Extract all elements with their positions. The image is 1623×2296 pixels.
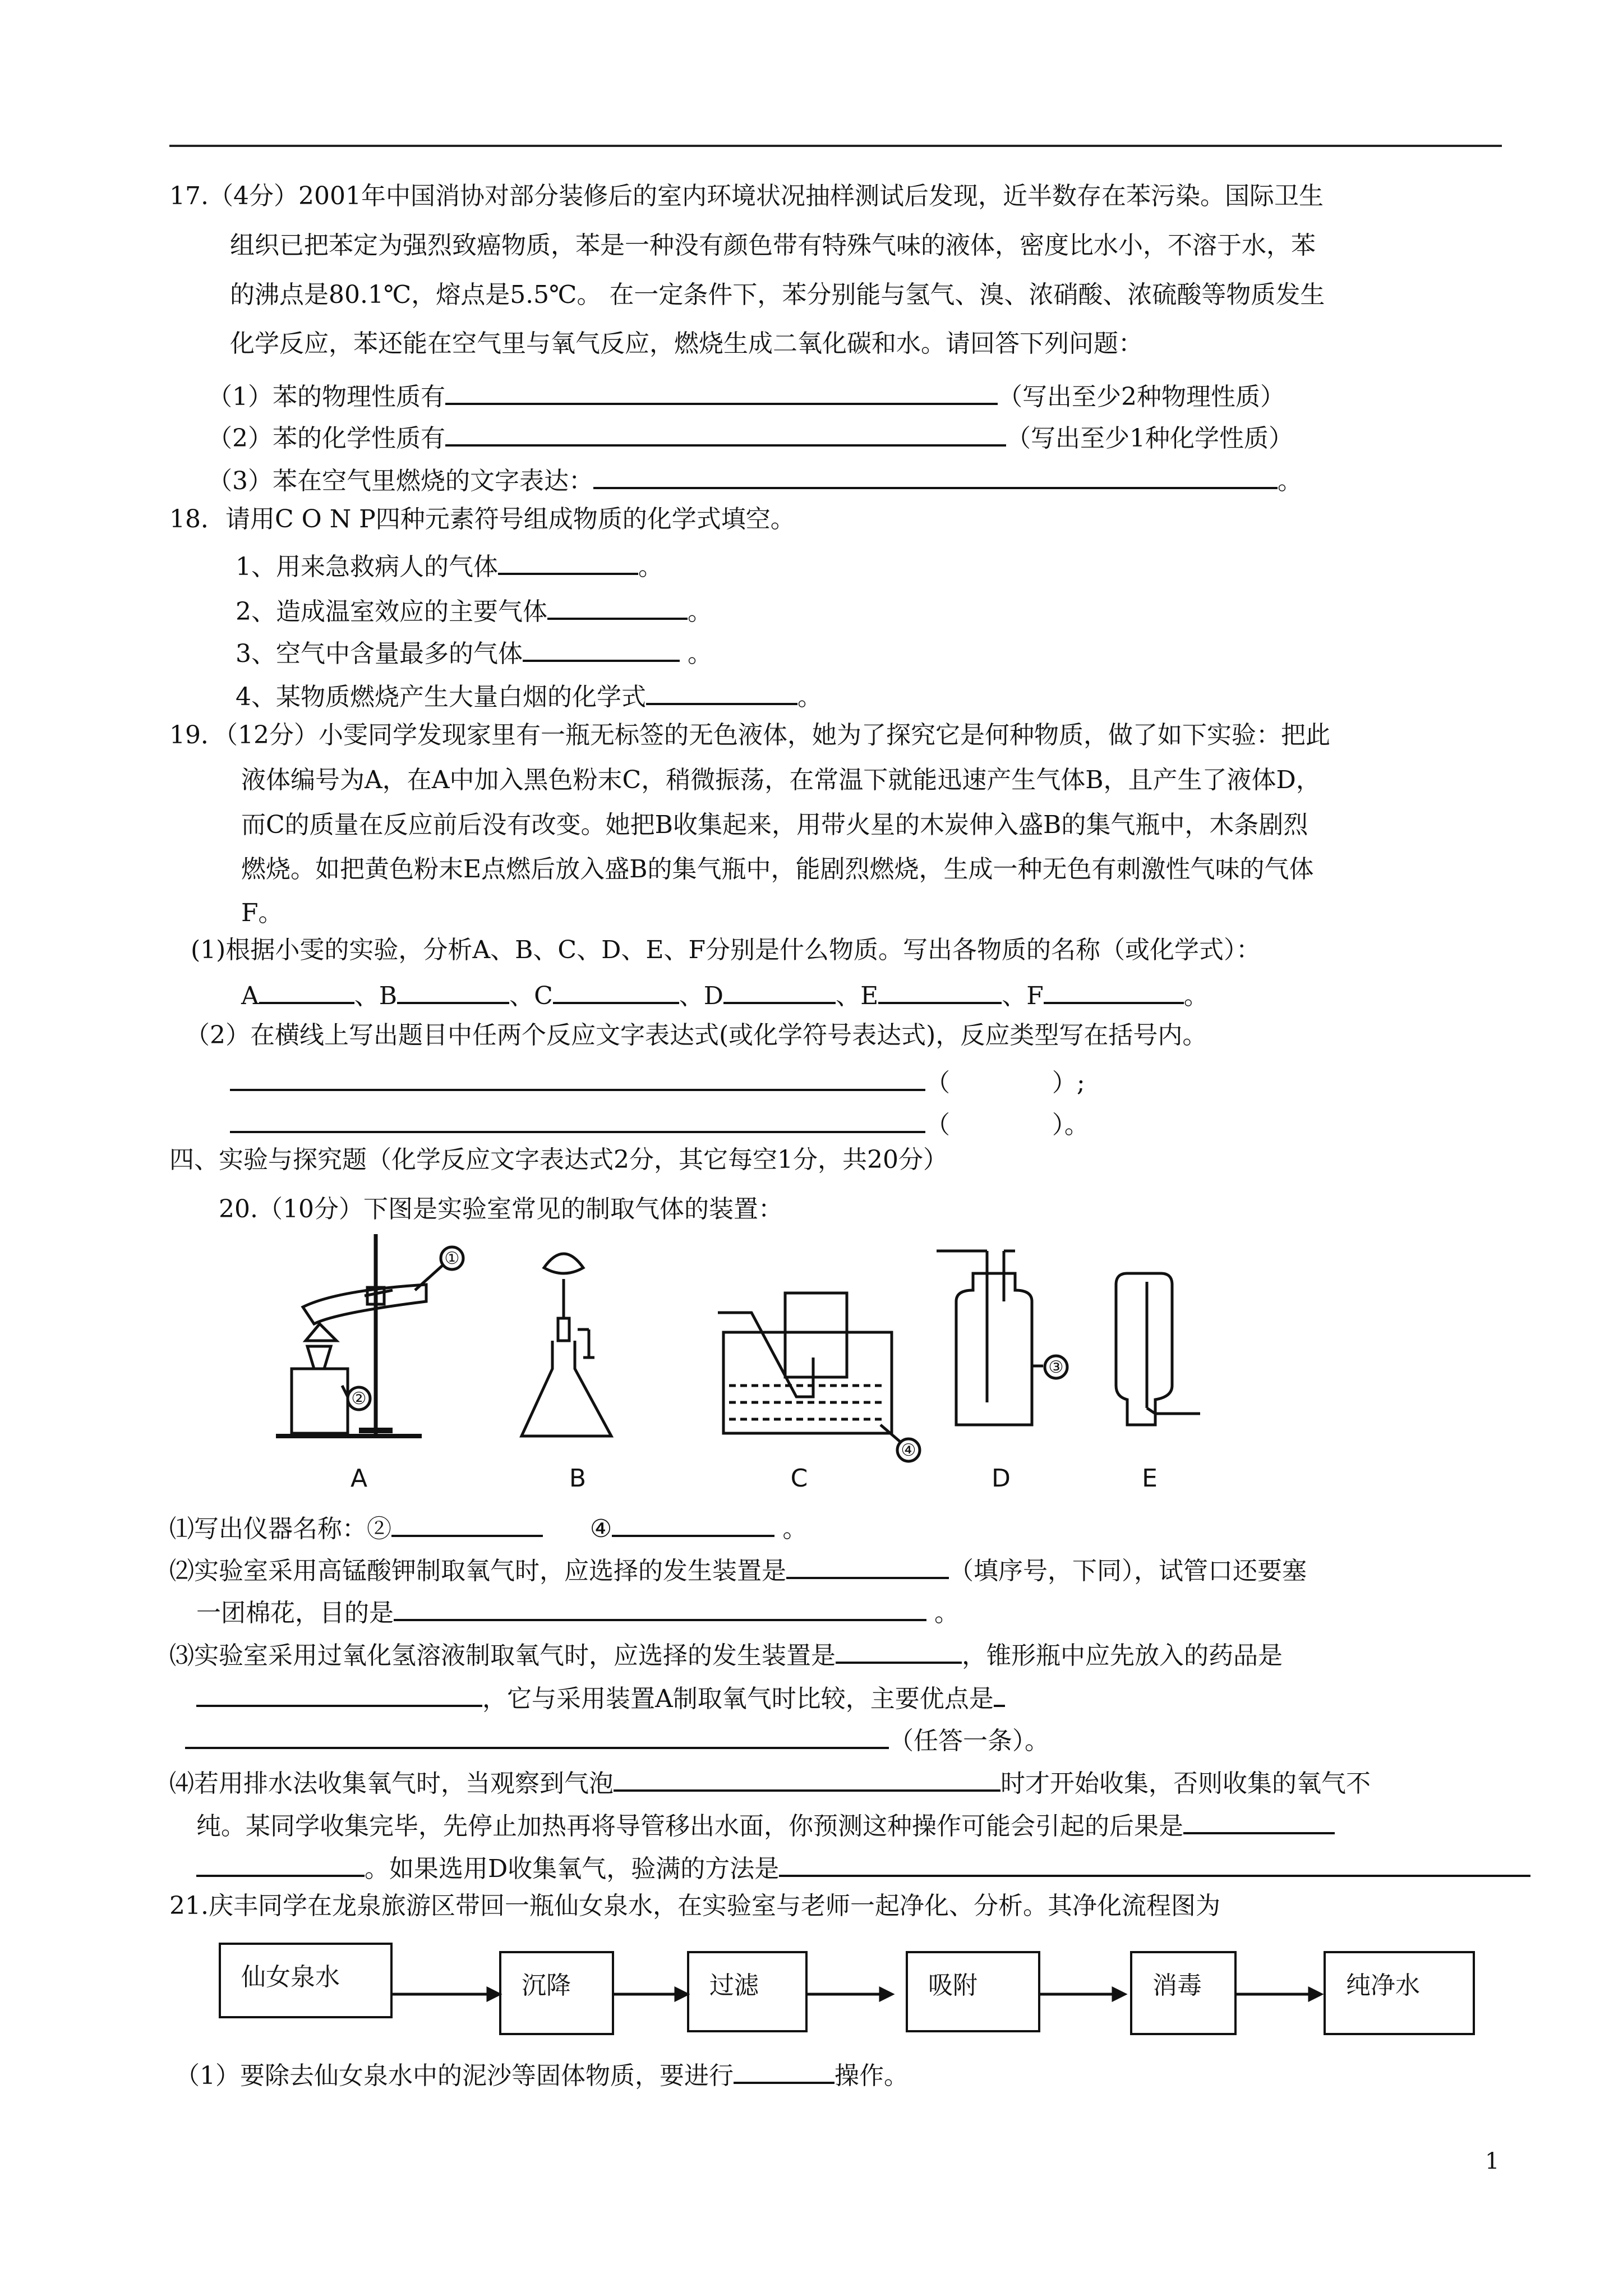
q20-sub4c: 。如果选用D收集氧气，验满的方法是	[196, 1849, 1530, 1885]
flow-box-1: 仙女泉水	[219, 1943, 393, 2018]
blank[interactable]	[394, 1593, 926, 1621]
blank[interactable]	[723, 976, 836, 1004]
q20-sub3c: （任答一条）。	[185, 1721, 1049, 1757]
mark-4: ④	[901, 1441, 916, 1460]
q21-title: 21.庆丰同学在龙泉旅游区带回一瓶仙女泉水，在实验室与老师一起净化、分析。其净化流程图为	[169, 1892, 1220, 1920]
blank[interactable]	[391, 1509, 543, 1537]
q18-item2: 2、造成温室效应的主要气体 。	[236, 592, 712, 628]
section-4-heading: 四、实验与探究题（化学反应文字表达式2分，其它每空1分，共20分）	[169, 1145, 948, 1174]
q21-sub1: （1）要除去仙女泉水中的泥沙等固体物质，要进行 操作。	[175, 2056, 909, 2092]
blank[interactable]	[445, 418, 1006, 447]
q17-sub3: （3）苯在空气里燃烧的文字表达： 。	[208, 461, 1302, 497]
blank[interactable]	[779, 1849, 1530, 1877]
label-D: D	[992, 1464, 1011, 1493]
blank[interactable]	[1044, 976, 1184, 1004]
mark-3: ③	[1048, 1358, 1064, 1377]
blank[interactable]	[836, 1636, 962, 1664]
q18-item3: 3、空气中含量最多的气体 。	[236, 634, 712, 670]
q19-sub1: (1)根据小雯的实验，分析A、B、C、D、E、F分别是什么物质。写出各物质的名称（或化学式）：	[191, 936, 1261, 964]
q20-sub3b: ，它与采用装置A制取氧气时比较，主要优点是	[196, 1679, 1005, 1715]
q19-answers: A 、B 、C 、D 、E 、F 。	[241, 976, 1209, 1012]
blank[interactable]	[994, 1679, 1005, 1707]
mark-2: ②	[351, 1389, 367, 1409]
blank[interactable]	[397, 976, 509, 1004]
q17-line4: 化学反应，苯还能在空气里与氧气反应，燃烧生成二氧化碳和水。请回答下列问题：	[230, 329, 1143, 358]
blank[interactable]	[612, 1509, 774, 1537]
flow-box-5: 消毒	[1130, 1951, 1237, 2035]
q19-line5: F。	[241, 899, 283, 927]
q19-line2: 液体编号为A，在A中加入黑色粉末C，稍微振荡，在常温下就能迅速产生气体B，且产生了液体D，	[241, 766, 1321, 794]
q18-item1: 1、用来急救病人的气体 。	[236, 547, 663, 583]
blank[interactable]	[1183, 1806, 1335, 1834]
q20-sub4b: 纯。某同学收集完毕，先停止加热再将导管移出水面，你预测这种操作可能会引起的后果是	[196, 1806, 1335, 1842]
flow-box-4: 吸附	[906, 1951, 1040, 2032]
blank[interactable]	[553, 976, 679, 1004]
blank[interactable]	[196, 1679, 482, 1707]
flow-box-3: 过滤	[687, 1951, 808, 2032]
top-rule	[169, 145, 1502, 147]
q17-sub2: （2）苯的化学性质有 （写出至少1种化学性质）	[208, 418, 1293, 454]
blank[interactable]	[445, 377, 998, 405]
blank[interactable]	[646, 677, 797, 705]
q19-line3: 而C的质量在反应前后没有改变。她把B收集起来，用带火星的木炭伸入盛B的集气瓶中，木条剧烈	[241, 811, 1308, 839]
blank[interactable]	[259, 976, 354, 1004]
blank[interactable]	[786, 1551, 949, 1579]
flow-box-2: 沉降	[499, 1951, 614, 2035]
q19-eq2: （ ）。	[230, 1105, 1089, 1141]
q19-line4: 燃烧。如把黄色粉末E点燃后放入盛B的集气瓶中，能剧烈燃烧，生成一种无色有刺激性气味的气体	[241, 855, 1314, 884]
blank[interactable]	[547, 592, 688, 620]
blank[interactable]	[196, 1849, 365, 1877]
page-number: 1	[1485, 2148, 1500, 2174]
label-C: C	[790, 1464, 808, 1493]
q20-sub3a: ⑶实验室采用过氧化氢溶液制取氧气时，应选择的发生装置是 ，锥形瓶中应先放入的药品是	[169, 1636, 1283, 1672]
q20-sub4a: ⑷若用排水法收集氧气时，当观察到气泡 时才开始收集，否则收集的氧气不	[169, 1764, 1371, 1800]
blank[interactable]	[230, 1063, 925, 1091]
q19-line1: 19．（12分）小雯同学发现家里有一瓶无标签的无色液体，她为了探究它是何种物质，做了如下实验：把此	[169, 721, 1330, 749]
label-E: E	[1142, 1464, 1158, 1493]
q19-eq1: （ ）;	[230, 1063, 1085, 1099]
label-A: A	[350, 1464, 368, 1493]
q20-sub1: ⑴写出仪器名称：② ④ 。	[169, 1509, 807, 1545]
q18-item4: 4、某物质燃烧产生大量白烟的化学式 。	[236, 677, 822, 713]
q19-sub2: （2）在横线上写出题目中任两个反应文字表达式(或化学符号表达式)，反应类型写在括号内。	[185, 1021, 1207, 1050]
q20-title: 20.（10分）下图是实验室常见的制取气体的装置：	[219, 1195, 783, 1223]
blank[interactable]	[614, 1764, 1000, 1792]
q17-line2: 组织已把苯定为强烈致癌物质，苯是一种没有颜色带有特殊气味的液体，密度比水小，不溶于水，苯	[230, 231, 1316, 260]
q17-line3: 的沸点是80.1℃，熔点是5.5℃。 在一定条件下，苯分别能与氢气、溴、浓硝酸、浓硫酸等物质发生	[230, 280, 1325, 309]
blank[interactable]	[185, 1721, 889, 1749]
label-B: B	[569, 1464, 587, 1493]
blank[interactable]	[498, 547, 638, 575]
q20-sub2b: 一团棉花，目的是 。	[196, 1593, 959, 1629]
q18-title: 18．请用C O N P四种元素符号组成物质的化学式填空。	[169, 505, 795, 533]
blank[interactable]	[734, 2056, 834, 2084]
mark-1: ①	[444, 1249, 460, 1268]
blank[interactable]	[230, 1105, 925, 1133]
blank[interactable]	[523, 634, 680, 662]
blank[interactable]	[593, 461, 1278, 489]
q17-sub1: （1）苯的物理性质有 （写出至少2种物理性质）	[208, 377, 1285, 413]
flow-box-6: 纯净水	[1324, 1951, 1475, 2035]
q20-sub2a: ⑵实验室采用高锰酸钾制取氧气时，应选择的发生装置是 （填序号，下同），试管口还要塞	[169, 1551, 1307, 1587]
q17-line1: 17.（4分）2001年中国消协对部分装修后的室内环境状况抽样测试后发现，近半数存在苯污染。国际卫生	[169, 182, 1324, 210]
blank[interactable]	[878, 976, 1002, 1004]
